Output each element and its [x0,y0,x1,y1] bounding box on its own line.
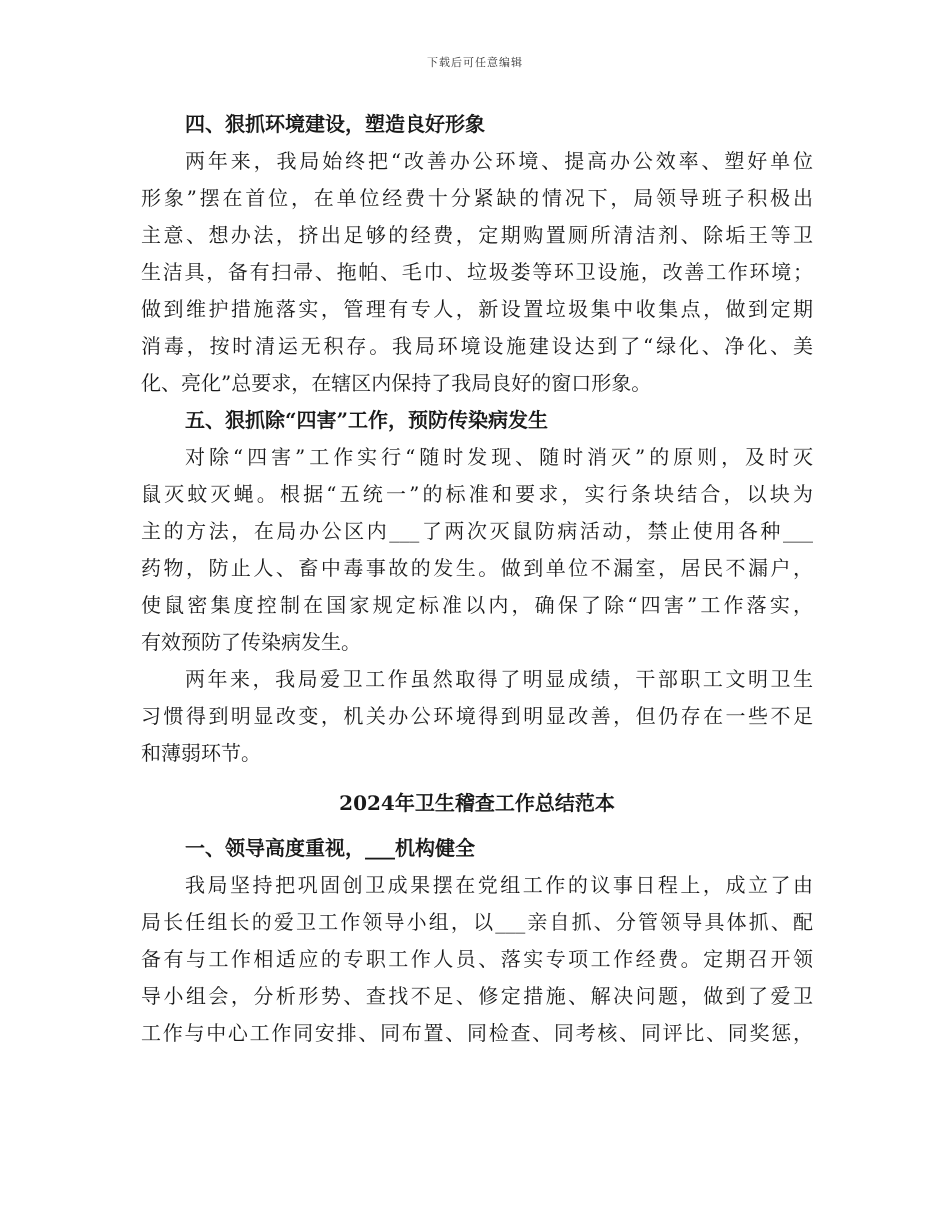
section-heading-4: 四、狠抓环境建设，塑造良好形象 [185,112,485,136]
paragraph-line: 两年来，我局始终把“改善办公环境、提高办公效率、塑好单位 [185,149,813,173]
paragraph-line: 药物，防止人、畜中毒事故的发生。做到单位不漏室，居民不漏户， [141,556,813,580]
section-heading-5: 五、狠抓除“四害”工作，预防传染病发生 [185,408,549,432]
paragraph-line: 局长任组长的爱卫工作领导小组，以___亲自抓、分管领导具体抓、配 [141,910,813,934]
paragraph-line: 主意、想办法，挤出足够的经费，定期购置厕所清洁剂、除垢王等卫 [141,223,813,247]
paragraph-line: 形象”摆在首位，在单位经费十分紧缺的情况下，局领导班子积极出 [141,186,813,210]
paragraph-line: 消毒，按时清运无积存。我局环境设施建设达到了“绿化、净化、美 [141,334,813,358]
paragraph-line: 主的方法，在局办公区内___了两次灭鼠防病活动，禁止使用各种___ [141,519,813,543]
paragraph-line: 和薄弱环节。 [141,741,261,765]
paragraph-line: 两年来，我局爱卫工作虽然取得了明显成绩，干部职工文明卫生 [185,667,813,691]
section-heading-1: 一、领导高度重视，___机构健全 [185,836,475,860]
paragraph-line: 有效预防了传染病发生。 [141,630,361,654]
page-header-note: 下载后可任意编辑 [427,56,523,69]
paragraph-line: 备有与工作相适应的专职工作人员、落实专项工作经费。定期召开领 [141,947,813,971]
paragraph-line: 生洁具，备有扫帚、拖帕、毛巾、垃圾娄等环卫设施，改善工作环境； [141,260,813,284]
paragraph-line: 习惯得到明显改变，机关办公环境得到明显改善，但仍存在一些不足 [141,704,813,728]
paragraph-line: 对除“四害”工作实行“随时发现、随时消灭”的原则，及时灭 [185,445,813,469]
paragraph-line: 做到维护措施落实，管理有专人，新设置垃圾集中收集点，做到定期 [141,297,813,321]
paragraph-line: 鼠灭蚊灭蝇。根据“五统一”的标准和要求，实行条块结合，以块为 [141,482,813,506]
paragraph-line: 工作与中心工作同安排、同布置、同检查、同考核、同评比、同奖惩， [141,1021,813,1045]
paragraph-line: 使鼠密集度控制在国家规定标准以内，确保了除“四害”工作落实， [141,593,813,617]
paragraph-line: 导小组会，分析形势、查找不足、修定措施、解决问题，做到了爱卫 [141,984,813,1008]
paragraph-line: 化、亮化”总要求，在辖区内保持了我局良好的窗口形象。 [141,371,652,395]
document-body [141,106,813,1052]
paragraph-line: 我局坚持把巩固创卫成果摆在党组工作的议事日程上，成立了由 [185,873,813,897]
document-title: 2024年卫生稽查工作总结范本 [339,791,615,815]
